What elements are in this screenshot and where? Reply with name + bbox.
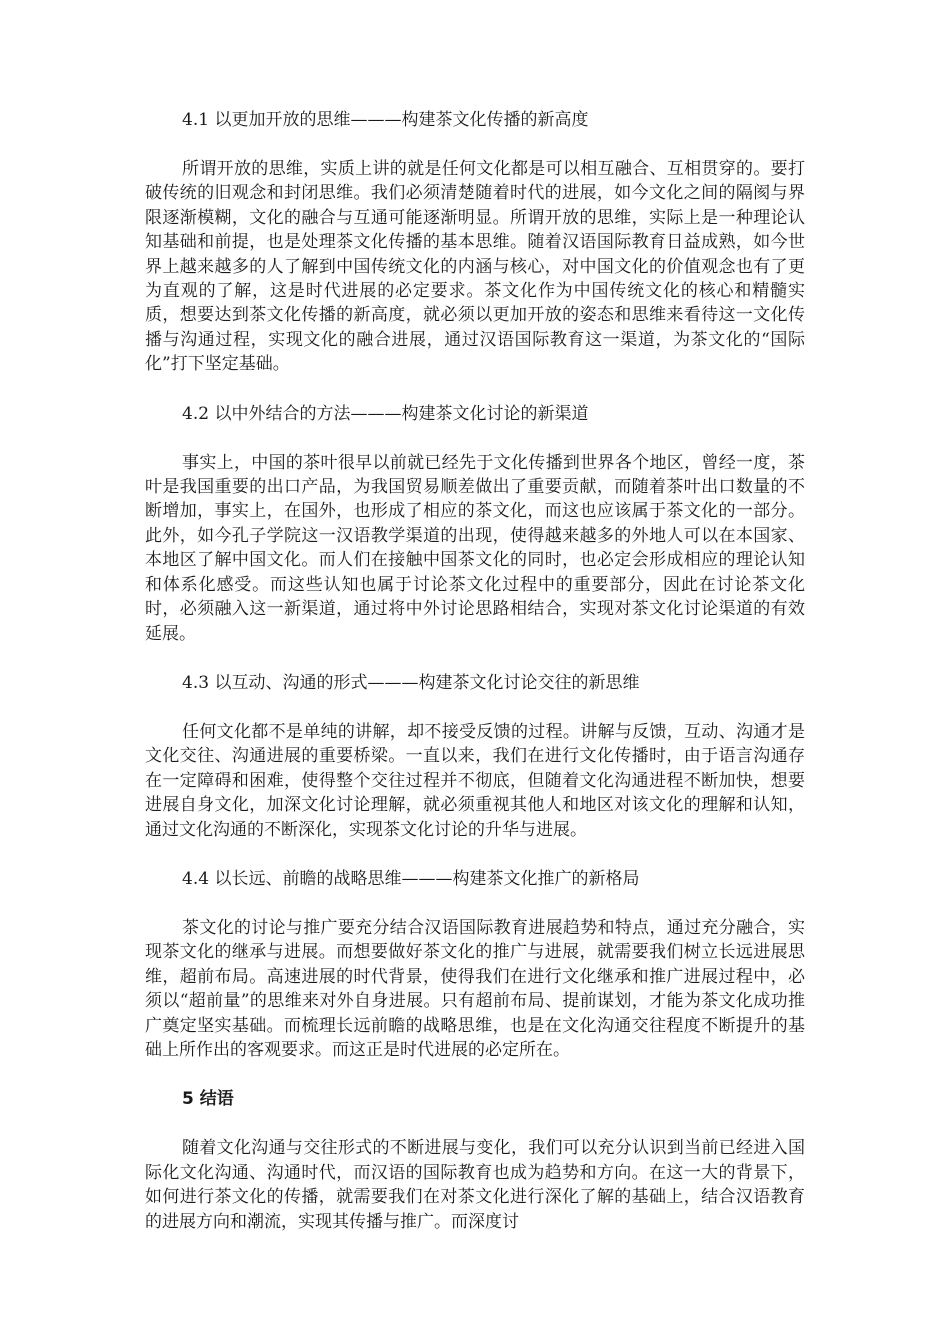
section-paragraph-4-3: 任何文化都不是单纯的讲解，却不接受反馈的过程。讲解与反馈，互动、沟通才是文化交往、沟通进展的重要桥梁。一直以来，我们在进行文化传播时，由于语言沟通存在一定障碍和困难，使得整个交往过程并不彻底，但随着文化沟通进程不断加快，想要进展自身文化，加深文化讨论理解，就必须重视其他人和地区对该文化的理解和认知，通过文化沟通的不断深化，实现茶文化讨论的升华与进展。 — [145, 721, 805, 840]
section-paragraph-4-4: 茶文化的讨论与推广要充分结合汉语国际教育进展趋势和特点，通过充分融合，实现茶文化的继承与进展。而想要做好茶文化的推广与进展，就需要我们树立长远进展思维，超前布局。高速进展的时代背景，使得我们在进行文化继承和推广进展过程中，必须以“超前量”的思维来对外自身进展。只有超前布局、提前谋划，才能为茶文化成功推广奠定坚实基础。而梳理长远前瞻的战略思维，也是在文化沟通交往程度不断提升的基础上所作出的客观要求。而这正是时代进展的必定所在。 — [145, 917, 805, 1060]
document-page — [145, 108, 805, 1234]
section-heading-4-4: 4.4 以长远、前瞻的战略思维———构建茶文化推广的新格局 — [182, 868, 640, 889]
section-heading-4-3: 4.3 以互动、沟通的形式———构建茶文化讨论交往的新思维 — [182, 672, 640, 693]
section-paragraph-4-1: 所谓开放的思维，实质上讲的就是任何文化都是可以相互融合、互相贯穿的。要打破传统的旧观念和封闭思维。我们必须清楚随着时代的进展，如今文化之间的隔阂与界限逐渐模糊，文化的融合与互通可能逐渐明显。所谓开放的思维，实际上是一种理论认知基础和前提，也是处理茶文化传播的基本思维。随着汉语国际教育日益成熟，如今世界上越来越多的人了解到中国传统文化的内涵与核心，对中国文化的价值观念也有了更为直观的了解，这是时代进展的必定要求。茶文化作为中国传统文化的核心和精髓实质，想要达到茶文化传播的新高度，就必须以更加开放的姿态和思维来看待这一文化传播与沟通过程，实现文化的融合进展，通过汉语国际教育这一渠道，为茶文化的“国际化”打下坚定基础。 — [145, 159, 805, 375]
section-heading-4-1: 4.1 以更加开放的思维———构建茶文化传播的新高度 — [182, 110, 589, 130]
conclusion-heading: 5 结语 — [182, 1089, 234, 1110]
conclusion-paragraph: 随着文化沟通与交往形式的不断进展与变化，我们可以充分认识到当前已经进入国际化文化沟通、沟通时代，而汉语的国际教育也成为趋势和方向。在这一大的背景下，如何进行茶文化的传播，就需要我们在对茶文化进行深化了解的基础上，结合汉语教育的进展方向和潮流，实现其传播与推广。而深度讨 — [145, 1138, 805, 1232]
section-paragraph-4-2: 事实上，中国的茶叶很早以前就已经先于文化传播到世界各个地区，曾经一度，茶叶是我国重要的出口产品，为我国贸易顺差做出了重要贡献，而随着茶叶出口数量的不断增加，事实上，在国外，也形成了相应的茶文化，而这也应该属于茶文化的一部分。此外，如今孔子学院这一汉语教学渠道的出现，使得越来越多的外地人可以在本国家、本地区了解中国文化。而人们在接触中国茶文化的同时，也必定会形成相应的理论认知和体系化感受。而这些认知也属于讨论茶文化过程中的重要部分，因此在讨论茶文化时，必须融入这一新渠道，通过将中外讨论思路相结合，实现对茶文化讨论渠道的有效延展。 — [145, 452, 805, 644]
section-heading-4-2: 4.2 以中外结合的方法———构建茶文化讨论的新渠道 — [182, 403, 589, 424]
